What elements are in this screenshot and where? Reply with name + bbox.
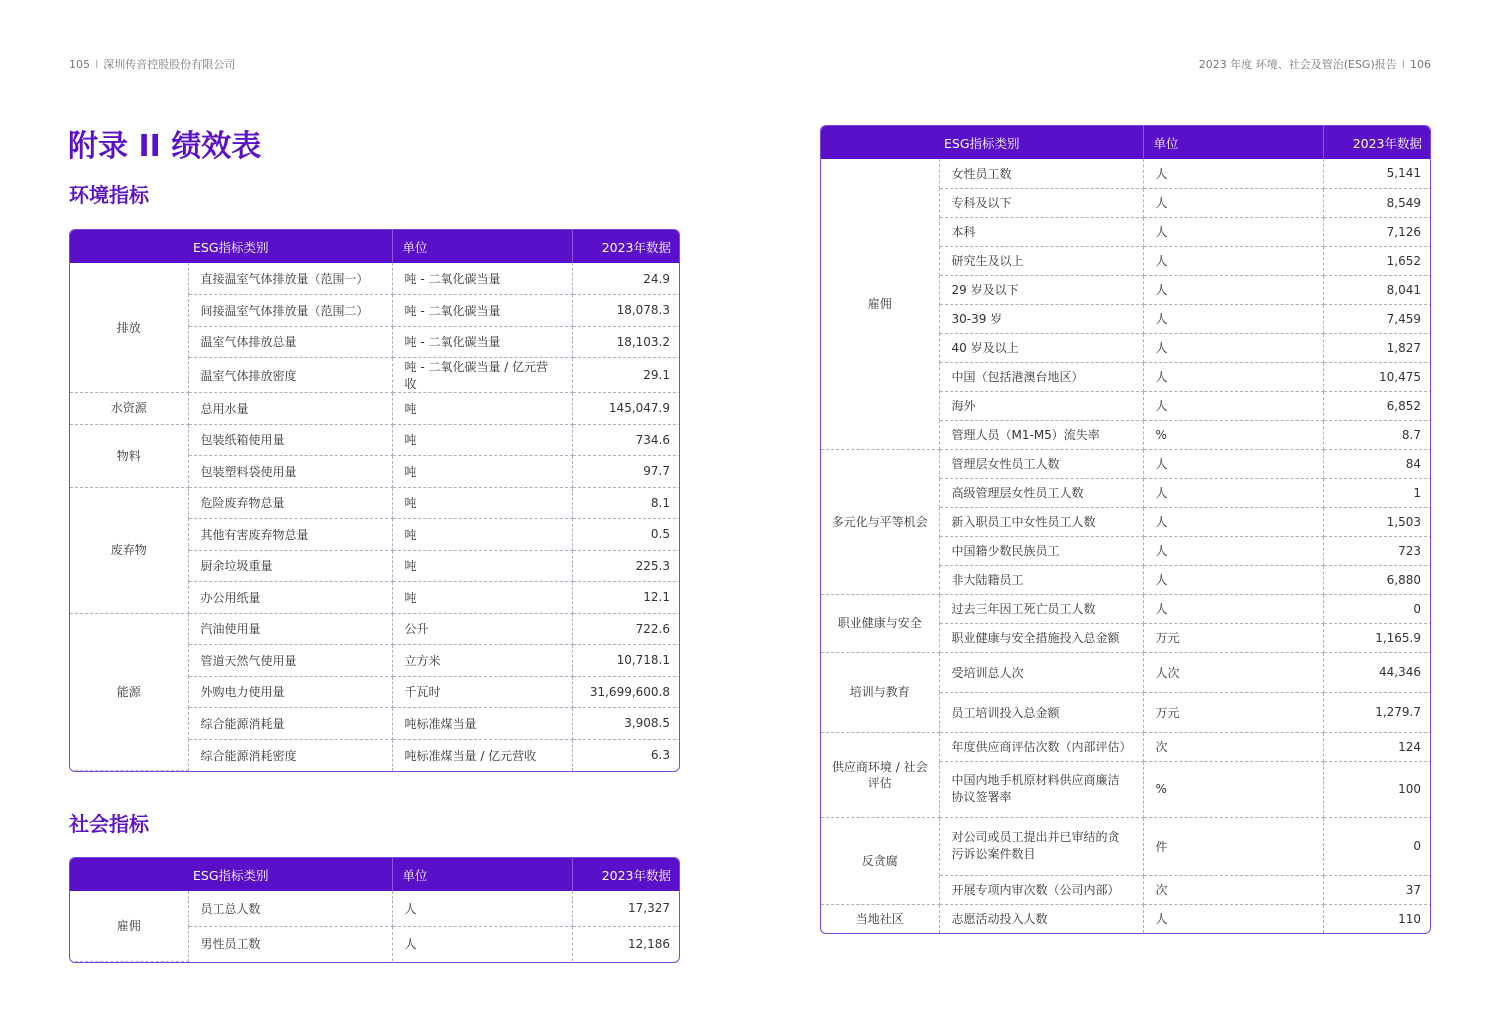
running-header-left: [69, 56, 235, 72]
value-cell: 31,699,600.8: [572, 676, 680, 708]
unit-cell: 人: [1143, 904, 1323, 933]
header-value: 2023年数据: [572, 858, 680, 891]
indicator-cell: 对公司或员工提出并已审结的贪污诉讼案件数目: [939, 817, 1143, 875]
unit-cell: %: [1143, 420, 1323, 449]
value-cell: 6,852: [1323, 391, 1431, 420]
indicator-cell: 包装塑料袋使用量: [188, 456, 392, 488]
value-cell: 6.3: [650, 748, 670, 762]
category-cell: 雇佣: [821, 159, 939, 449]
table-row: [821, 904, 1431, 933]
social-left-table-body: [70, 891, 680, 961]
indicator-cell: 员工培训投入总金额: [939, 692, 1143, 732]
unit-cell: 吨: [392, 424, 572, 456]
unit-cell: 吨: [392, 393, 572, 425]
unit-cell: 人: [1143, 565, 1323, 594]
unit-cell: 人: [1143, 449, 1323, 478]
indicator-cell: 综合能源消耗密度: [188, 739, 392, 771]
value-cell: 44,346: [1323, 652, 1431, 692]
value-cell: 84: [1323, 449, 1431, 478]
value-cell: 29.1: [572, 358, 680, 393]
value-cell: 37: [1323, 875, 1431, 904]
value-cell: 12.1: [572, 582, 680, 614]
category-cell: 能源: [70, 613, 188, 771]
value-cell: 110: [1398, 911, 1421, 926]
unit-cell: 吨 - 二氧化碳当量: [392, 263, 572, 295]
header-unit: 单位: [392, 858, 572, 891]
right-page-number: 106: [1410, 58, 1431, 71]
table-row: [70, 891, 680, 926]
indicator-cell: 本科: [939, 217, 1143, 246]
table-header-row: [821, 126, 1431, 159]
value-cell: 1,165.9: [1323, 623, 1431, 652]
value-cell: 1,652: [1323, 246, 1431, 275]
table-row: [70, 263, 680, 295]
value-cell: 1: [1323, 478, 1431, 507]
table-row: [70, 424, 680, 456]
indicator-cell: 厨余垃圾重量: [188, 550, 392, 582]
indicator-cell: 管理人员（M1-M5）流失率: [939, 420, 1143, 449]
indicator-cell: 海外: [939, 391, 1143, 420]
table-row: [821, 159, 1431, 188]
unit-cell: 人: [1143, 362, 1323, 391]
category-cell: 反贪腐: [821, 817, 939, 904]
category-cell: 培训与教育: [821, 652, 939, 732]
indicator-cell: 志愿活动投入人数: [939, 904, 1143, 933]
unit-cell: 吨: [392, 582, 572, 614]
company-name: 深圳传音控股股份有限公司: [103, 58, 236, 71]
indicator-cell: 汽油使用量: [188, 613, 392, 645]
value-cell: 225.3: [572, 550, 680, 582]
value-cell: 1,827: [1323, 333, 1431, 362]
header-category: ESG指标类别: [821, 126, 1143, 159]
unit-cell: 人: [1143, 333, 1323, 362]
indicator-cell: 温室气体排放密度: [188, 358, 392, 393]
unit-cell: %: [1143, 761, 1323, 817]
value-cell: 5,141: [1323, 159, 1431, 188]
value-cell: 734.6: [572, 424, 680, 456]
unit-cell: 人: [1143, 478, 1323, 507]
unit-cell: 吨标准煤当量 / 亿元营收: [392, 739, 572, 771]
unit-cell: 人次: [1143, 652, 1323, 692]
unit-cell: 吨 - 二氧化碳当量: [392, 295, 572, 327]
value-cell: 18,103.2: [572, 326, 680, 358]
table-row: [821, 652, 1431, 692]
unit-cell: 吨 - 二氧化碳当量: [392, 326, 572, 358]
value-cell: 6,880: [1323, 565, 1431, 594]
unit-cell: 人: [1143, 159, 1323, 188]
indicator-cell: 管道天然气使用量: [188, 645, 392, 677]
indicator-cell: 外购电力使用量: [188, 676, 392, 708]
header-separator: I: [1401, 58, 1405, 71]
value-cell: 8.1: [572, 487, 680, 519]
unit-cell: 吨: [392, 519, 572, 551]
indicator-cell: 新入职员工中女性员工人数: [939, 507, 1143, 536]
indicator-cell: 高级管理层女性员工人数: [939, 478, 1143, 507]
left-page-number: 105: [69, 58, 90, 71]
table-row: [821, 732, 1431, 761]
table-row: [821, 817, 1431, 875]
category-cell: 排放: [70, 263, 188, 393]
indicator-cell: 女性员工数: [939, 159, 1143, 188]
value-cell: 3,908.5: [572, 708, 680, 740]
unit-cell: 吨: [392, 550, 572, 582]
indicator-cell: 开展专项内审次数（公司内部）: [939, 875, 1143, 904]
value-cell: 18,078.3: [572, 295, 680, 327]
indicator-cell: 中国籍少数民族员工: [939, 536, 1143, 565]
indicator-cell: 办公用纸量: [188, 582, 392, 614]
indicator-cell: 职业健康与安全措施投入总金额: [939, 623, 1143, 652]
unit-cell: 人: [1143, 391, 1323, 420]
environment-table-body: [70, 263, 680, 771]
value-cell: 12,186: [628, 936, 670, 951]
indicator-cell: 非大陆籍员工: [939, 565, 1143, 594]
unit-cell: 人: [1143, 507, 1323, 536]
indicator-cell: 直接温室气体排放量（范围一）: [188, 263, 392, 295]
value-cell: 8,549: [1323, 188, 1431, 217]
indicator-cell: 29 岁及以下: [939, 275, 1143, 304]
unit-cell: 千瓦时: [392, 676, 572, 708]
social-table-left: [69, 857, 680, 963]
indicator-cell: 男性员工数: [188, 926, 392, 961]
social-section-title: 社会指标: [69, 812, 149, 836]
unit-cell: 人: [1143, 304, 1323, 333]
category-cell: 雇佣: [70, 891, 188, 961]
category-cell: 物料: [70, 424, 188, 487]
unit-cell: 吨: [392, 456, 572, 488]
indicator-cell: 40 岁及以上: [939, 333, 1143, 362]
header-unit: 单位: [1143, 126, 1323, 159]
header-value: 2023年数据: [572, 230, 680, 263]
value-cell: 17,327: [572, 891, 680, 926]
unit-cell: 人: [1143, 246, 1323, 275]
table-row: [70, 393, 680, 425]
category-cell: 水资源: [70, 393, 188, 425]
unit-cell: 万元: [1143, 623, 1323, 652]
header-category: ESG指标类别: [70, 858, 392, 891]
table-header-row: [70, 230, 680, 263]
indicator-cell: 管理层女性员工人数: [939, 449, 1143, 478]
indicator-cell: 中国（包括港澳台地区）: [939, 362, 1143, 391]
indicator-cell: 间接温室气体排放量（范围二）: [188, 295, 392, 327]
indicator-cell: 综合能源消耗量: [188, 708, 392, 740]
indicator-cell: 危险废弃物总量: [188, 487, 392, 519]
unit-cell: 人: [392, 891, 572, 926]
indicator-cell: 中国内地手机原材料供应商廉洁协议签署率: [939, 761, 1143, 817]
unit-cell: 公升: [392, 613, 572, 645]
category-cell: 当地社区: [821, 904, 939, 933]
unit-cell: 人: [392, 926, 572, 961]
value-cell: 1,503: [1323, 507, 1431, 536]
value-cell: 145,047.9: [572, 393, 680, 425]
category-cell: 废弃物: [70, 487, 188, 613]
value-cell: 8,041: [1323, 275, 1431, 304]
header-value: 2023年数据: [1323, 126, 1431, 159]
environment-section-title: 环境指标: [69, 183, 149, 207]
value-cell: 7,459: [1323, 304, 1431, 333]
indicator-cell: 其他有害废弃物总量: [188, 519, 392, 551]
unit-cell: 万元: [1143, 692, 1323, 732]
category-cell: 职业健康与安全: [821, 594, 939, 652]
unit-cell: 人: [1143, 217, 1323, 246]
page-title: 附录 II 绩效表: [68, 129, 262, 164]
indicator-cell: 专科及以下: [939, 188, 1143, 217]
value-cell: 100: [1323, 761, 1431, 817]
table-header-row: [70, 858, 680, 891]
unit-cell: 件: [1143, 817, 1323, 875]
value-cell: 24.9: [572, 263, 680, 295]
value-cell: 0: [1323, 817, 1431, 875]
value-cell: 97.7: [572, 456, 680, 488]
header-unit: 单位: [392, 230, 572, 263]
value-cell: 8.7: [1323, 420, 1431, 449]
indicator-cell: 受培训总人次: [939, 652, 1143, 692]
table-row: [821, 449, 1431, 478]
unit-cell: 人: [1143, 188, 1323, 217]
indicator-cell: 年度供应商评估次数（内部评估）: [939, 732, 1143, 761]
indicator-cell: 过去三年因工死亡员工人数: [939, 594, 1143, 623]
value-cell: 1,279.7: [1323, 692, 1431, 732]
value-cell: 10,718.1: [572, 645, 680, 677]
social-table-right: [820, 125, 1431, 934]
value-cell: 0: [1323, 594, 1431, 623]
value-cell: 124: [1323, 732, 1431, 761]
environment-table: [69, 229, 680, 772]
value-cell: 723: [1323, 536, 1431, 565]
unit-cell: 人: [1143, 594, 1323, 623]
indicator-cell: 员工总人数: [188, 891, 392, 926]
unit-cell: 人: [1143, 275, 1323, 304]
unit-cell: 立方米: [392, 645, 572, 677]
indicator-cell: 包装纸箱使用量: [188, 424, 392, 456]
running-header-right: [1199, 56, 1431, 72]
social-right-table-body: [821, 159, 1431, 933]
indicator-cell: 温室气体排放总量: [188, 326, 392, 358]
category-cell: 供应商环境 / 社会评估: [821, 732, 939, 817]
unit-cell: 次: [1143, 875, 1323, 904]
category-cell: 多元化与平等机会: [821, 449, 939, 594]
unit-cell: 吨 - 二氧化碳当量 / 亿元营收: [392, 358, 572, 393]
unit-cell: 次: [1143, 732, 1323, 761]
unit-cell: 吨: [392, 487, 572, 519]
unit-cell: 吨标准煤当量: [392, 708, 572, 740]
report-title: 2023 年度 环境、社会及管治(ESG)报告: [1198, 58, 1397, 71]
table-row: [70, 487, 680, 519]
indicator-cell: 30-39 岁: [939, 304, 1143, 333]
indicator-cell: 总用水量: [188, 393, 392, 425]
value-cell: 0.5: [572, 519, 680, 551]
header-category: ESG指标类别: [70, 230, 392, 263]
value-cell: 7,126: [1323, 217, 1431, 246]
header-separator: I: [95, 58, 99, 71]
indicator-cell: 研究生及以上: [939, 246, 1143, 275]
value-cell: 722.6: [572, 613, 680, 645]
unit-cell: 人: [1143, 536, 1323, 565]
value-cell: 10,475: [1323, 362, 1431, 391]
table-row: [70, 613, 680, 645]
table-row: [821, 594, 1431, 623]
